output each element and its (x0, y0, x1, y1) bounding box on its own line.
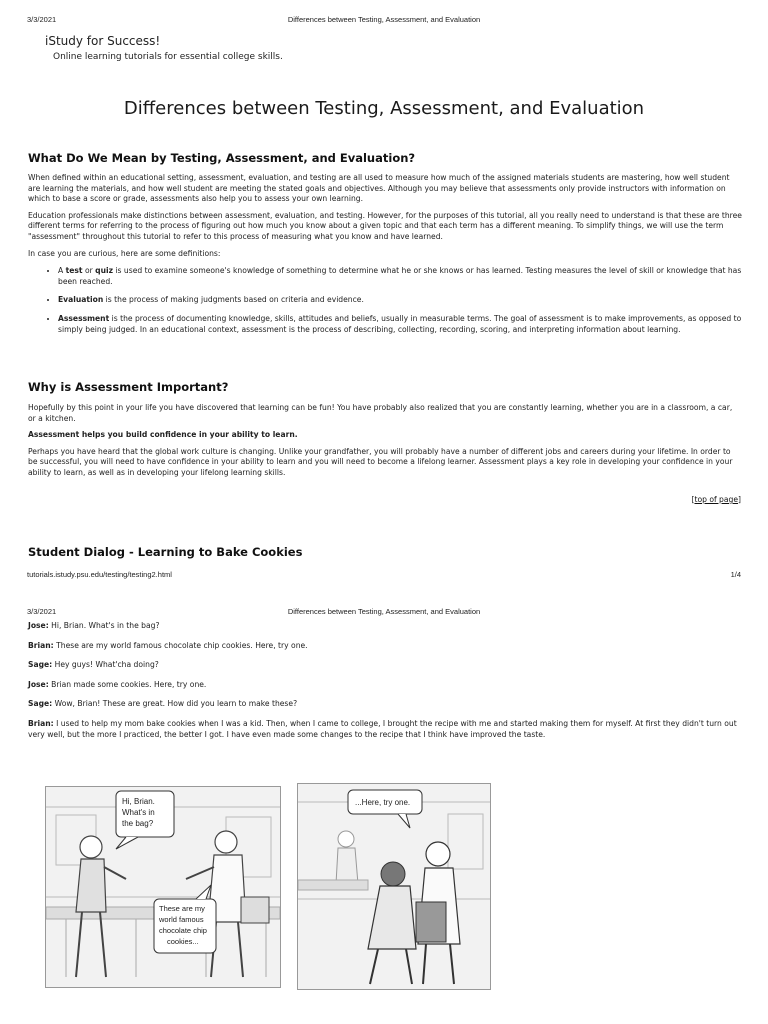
top-of-page-link-wrapper: [top of page] (691, 495, 741, 504)
print-header (0, 607, 768, 621)
dialog-line: Sage: Wow, Brian! These are great. How did you learn to make these? (28, 699, 298, 709)
speaker: Brian: (28, 718, 54, 728)
section-heading: Student Dialog - Learning to Bake Cookies (28, 545, 303, 559)
term-assessment: Assessment (58, 313, 110, 323)
comic-panel-2 (297, 783, 491, 990)
speaker: Jose: (28, 679, 49, 689)
definition-test: • A test or quiz is used to examine someone's knowledge of something to determine what he or she knows or has learned. Testing measures the level of skill or knowledge that has been reached. (58, 266, 742, 287)
speech-bubble-line: chocolate chip (159, 926, 207, 935)
dialog-line: Jose: Brian made some cookies. Here, try one. (28, 679, 207, 689)
page-2 (0, 592, 768, 1024)
speaker: Sage: (28, 660, 53, 670)
dialog (28, 621, 742, 740)
paragraph: In case you are curious, here are some definitions: (28, 248, 221, 258)
speech-bubble-line: the bag? (122, 819, 154, 828)
speech-bubble-line: These are my (159, 904, 205, 913)
definition-evaluation: • Evaluation is the process of making judgments based on criteria and evidence. (58, 295, 742, 306)
print-title: Differences between Testing, Assessment, and Evaluation (287, 15, 481, 24)
speaker: Brian: (28, 640, 54, 650)
site-tagline: Online learning tutorials for essential college skills. (53, 52, 283, 62)
print-page-number: 1/4 (730, 570, 741, 579)
page-title: Differences between Testing, Assessment, and Evaluation (123, 98, 645, 119)
dialog-line: Sage: Hey guys! What'cha doing? (28, 660, 159, 670)
speech-bubble-line: cookies... (167, 937, 199, 946)
definition-assessment: • Assessment is the process of documenting knowledge, skills, attitudes and beliefs, usually in measurable terms. The goal of assessment is to make improvements, as opposed to simply being judged. In an educational context, assessment is the process of describing, collecting, recording, scoring, and interpreting information about learning. (58, 314, 742, 335)
section-heading: What Do We Mean by Testing, Assessment, and Evaluation? (28, 151, 416, 165)
site-title[interactable]: iStudy for Success! (45, 34, 161, 48)
speech-bubble-line: world famous (159, 915, 204, 924)
dialog-line: Brian: I used to help my mom bake cookies when I was a kid. Then, when I came to college, I brought the recipe with me and started making them for myself. At first they didn't turn out very well, but the more I practiced, the better I got. I have even made some changes to the recipe that I think have improved the taste. (28, 718, 737, 739)
comic-illustration (46, 787, 280, 987)
comic-illustration (298, 784, 490, 989)
term-quiz: quiz (95, 266, 114, 276)
print-header (0, 15, 768, 29)
bold-statement: Assessment helps you build confidence in your ability to learn. (28, 430, 298, 440)
comic-panel-1 (45, 786, 281, 988)
print-footer (0, 570, 768, 584)
print-title: Differences between Testing, Assessment, and Evaluation (287, 607, 481, 616)
speech-bubble-line: Hi, Brian. (122, 797, 155, 806)
paragraph: When defined within an educational setting, assessment, evaluation, and testing are all used to measure how much of the assigned materials students are mastering, how well student are learning the materials, and how well student are meeting the stated goals and objectives. Although you may believe that assessments only provide instructors with information on which to base a score or grade, assessments also help you to assess your own learning. (28, 173, 730, 204)
print-date: 3/3/2021 (27, 15, 57, 24)
section-student-dialog (28, 545, 742, 559)
print-url: tutorials.istudy.psu.edu/testing/testing2.html (27, 570, 172, 579)
term-evaluation: Evaluation (58, 295, 104, 305)
speaker: Sage: (28, 699, 53, 709)
section-heading: Why is Assessment Important? (28, 380, 229, 394)
paragraph: Perhaps you have heard that the global work culture is changing. Unlike your grandfather, you will probably have a number of different jobs and careers during your lifetime. In order to be successful, you will need to have confidence in your ability to learn and you will need to become a lifelong learner. Assessment plays a key role in developing your confidence in your ability to learn, as well as in developing your lifelong learning skills. (28, 446, 733, 477)
paragraph: Hopefully by this point in your life you have discovered that learning can be fun! You have probably also realized that you are constantly learning, whether you are in a classroom, a car, or a kitchen. (28, 403, 733, 423)
speech-bubble-line: What's in (122, 808, 155, 817)
paragraph: Education professionals make distinctions between assessment, evaluation, and testing. However, for the purposes of this tutorial, all you really need to understand is that these are three different terms for referring to the process of figuring out how much you know about a given topic and that each term has a different meaning. To simplify things, we will use the term "assessment" throughout this tutorial to refer to this process of measuring what you know and have learned. (28, 210, 742, 241)
speaker: Jose: (28, 621, 49, 630)
speech-bubble-text: ...Here, try one. (355, 798, 411, 807)
section-assessment-importance (28, 380, 742, 479)
print-date: 3/3/2021 (27, 607, 57, 616)
definition-list (28, 266, 742, 335)
section-testing-definitions (28, 151, 742, 335)
dialog-line: Brian: These are my world famous chocolate chip cookies. Here, try one. (28, 640, 308, 650)
top-of-page-link[interactable]: top of page (694, 495, 739, 504)
term-test: test (65, 266, 83, 276)
dialog-line: Jose: Hi, Brian. What's in the bag? (28, 621, 160, 630)
